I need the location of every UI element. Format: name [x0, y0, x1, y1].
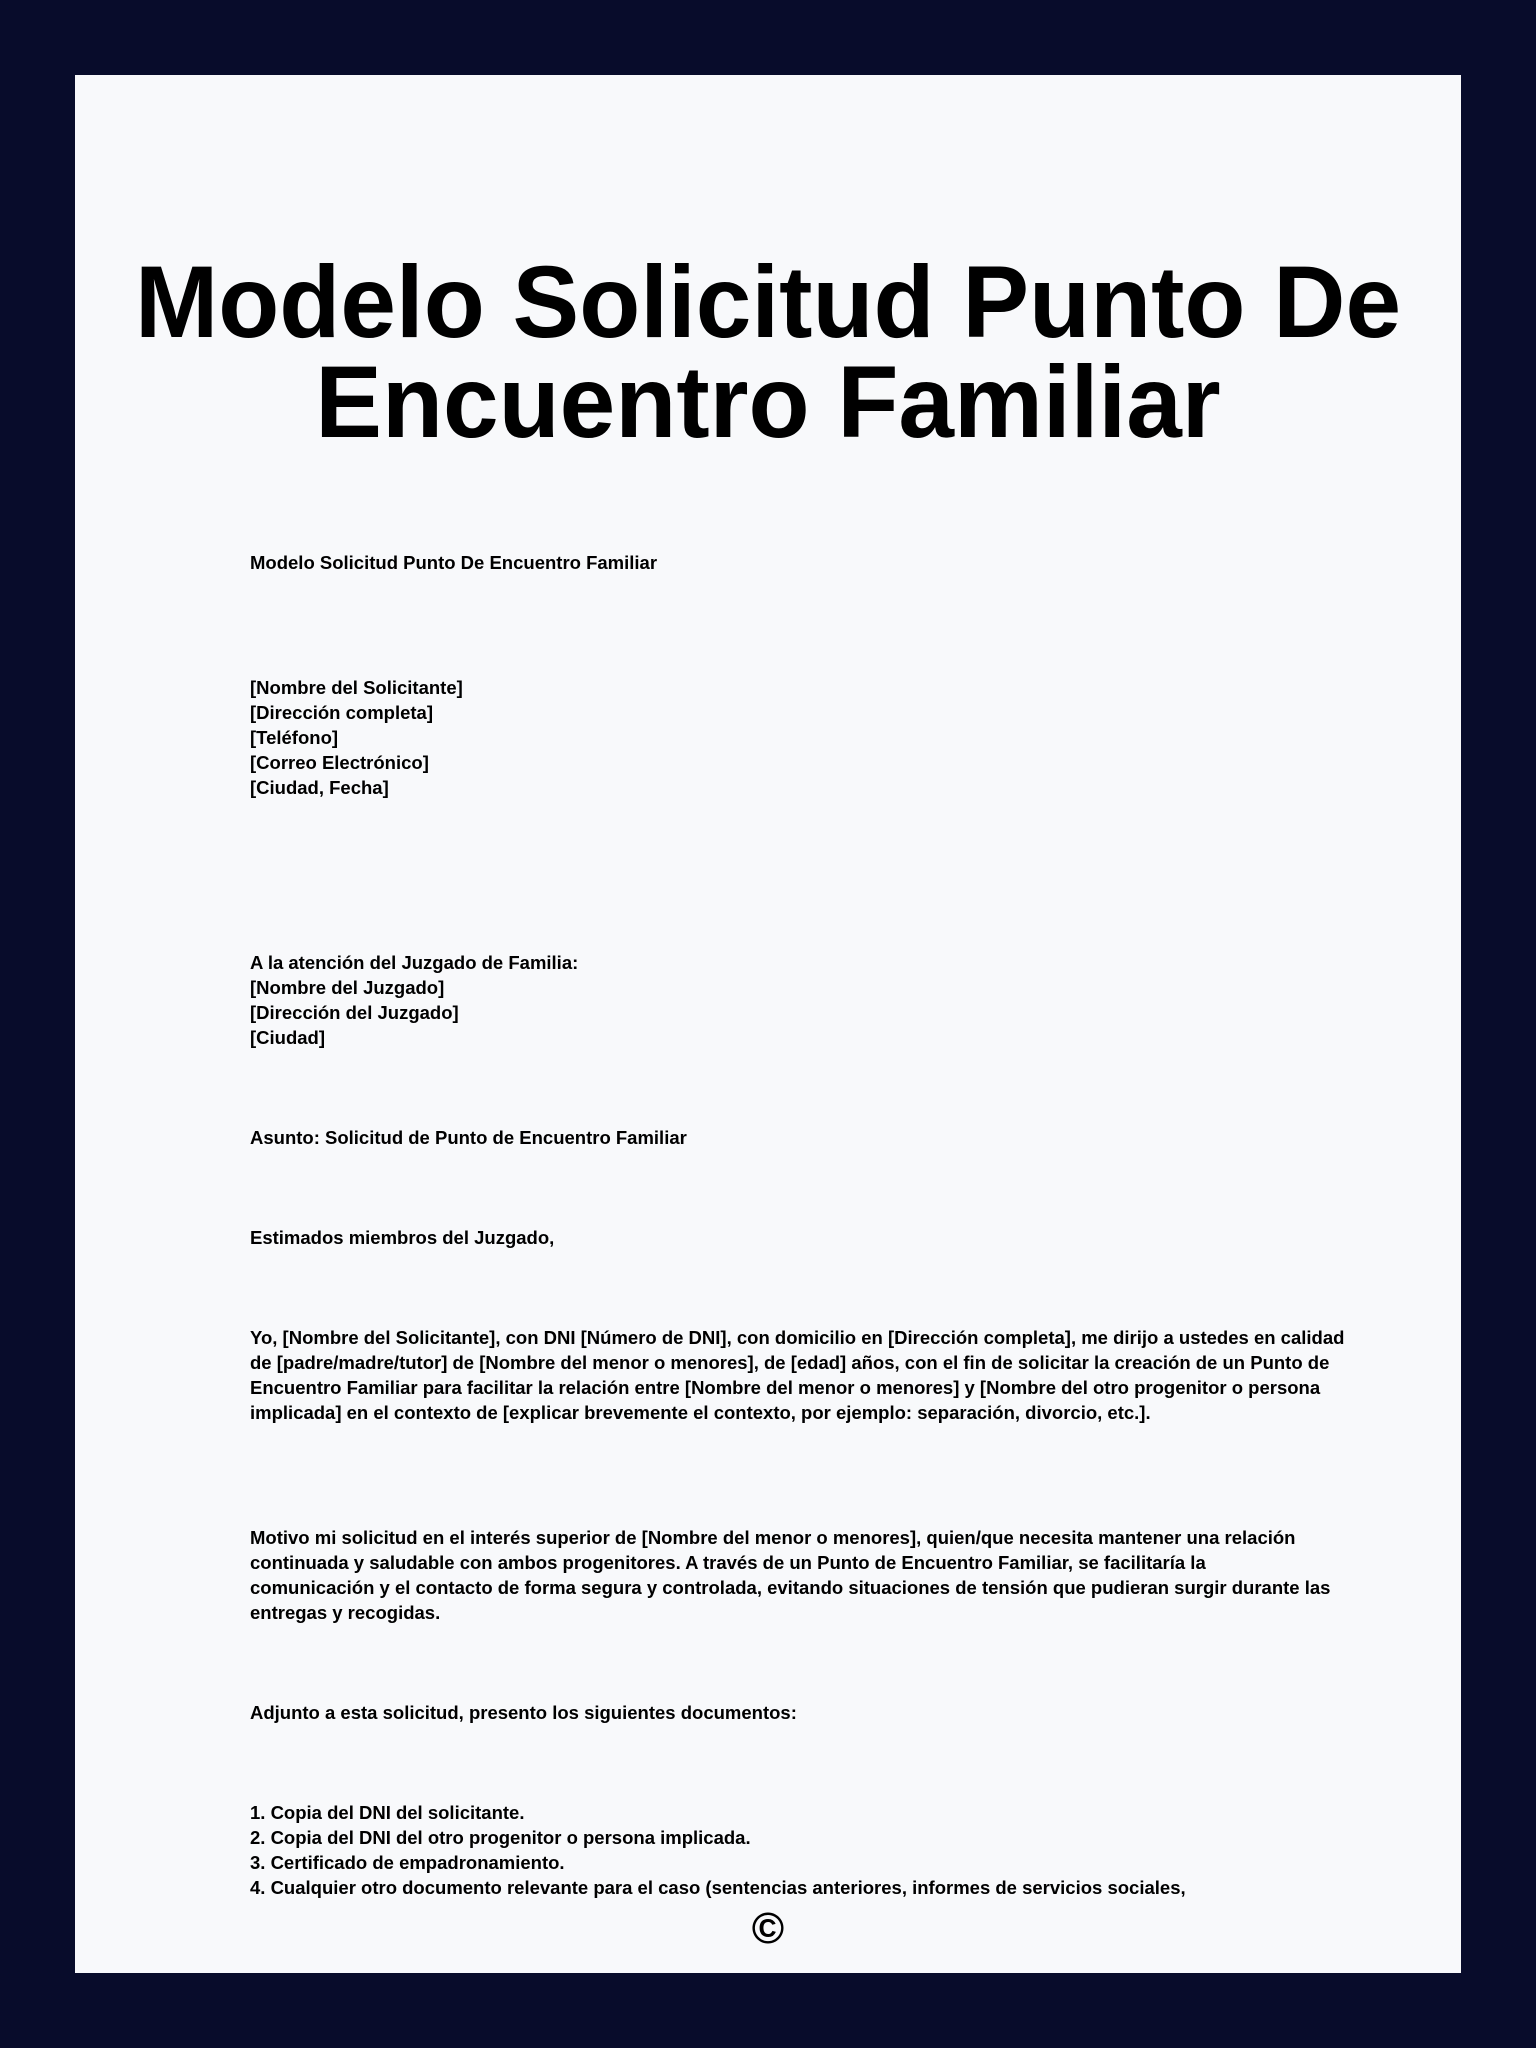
sender-phone: [Teléfono]: [250, 727, 339, 748]
recipient-block: [250, 950, 578, 1050]
sender-address: [Dirección completa]: [250, 702, 433, 723]
greeting-text: Estimados miembros del Juzgado,: [250, 1227, 555, 1248]
copyright-icon: ©: [751, 1904, 785, 1953]
recipient-attention: A la atención del Juzgado de Familia:: [250, 952, 579, 973]
paragraph-introduction: Yo, [Nombre del Solicitante], con DNI [Número de DNI], con domicilio en [Dirección completa], me dirijo a ustedes en calidad de [padre/madre/tutor] de [Nombre del menor o menores], de [edad] años, con el fin de solicitar la creación de un Punto de Encuentro Familiar para facilitar la relación entre [Nombre del menor o menores] y [Nombre del otro progenitor o persona implicada] en el contexto de [explicar brevemente el contexto, por ejemplo: separación, divorcio, etc.].: [250, 1327, 1345, 1423]
sender-name: [Nombre del Solicitante]: [250, 677, 463, 698]
attachment-item: 3. Certificado de empadronamiento.: [250, 1852, 565, 1873]
subtitle-text: Modelo Solicitud Punto De Encuentro Familiar: [250, 552, 658, 573]
paragraph-attachments-intro: Adjunto a esta solicitud, presento los siguientes documentos:: [250, 1702, 797, 1723]
subject-text: Asunto: Solicitud de Punto de Encuentro Familiar: [250, 1127, 687, 1148]
sender-block: [250, 675, 463, 800]
document-title: Modelo Solicitud Punto De Encuentro Familiar: [134, 245, 1402, 459]
document-page: [75, 75, 1461, 1973]
recipient-court-name: [Nombre del Juzgado]: [250, 977, 445, 998]
sender-city-date: [Ciudad, Fecha]: [250, 777, 389, 798]
paragraph-motivation: Motivo mi solicitud en el interés superior de [Nombre del menor o menores], quien/que necesita mantener una relación continuada y saludable con ambos progenitores. A través de un Punto de Encuentro Familiar, se facilitaría la comunicación y el contacto de forma segura y controlada, evitando situaciones de tensión que pudieran surgir durante las entregas y recogidas.: [250, 1527, 1331, 1623]
attachments-list: [250, 1800, 1370, 1900]
attachment-item: 4. Cualquier otro documento relevante para el caso (sentencias anteriores, informes de servicios sociales,: [250, 1877, 1186, 1898]
sender-email: [Correo Electrónico]: [250, 752, 429, 773]
recipient-court-address: [Dirección del Juzgado]: [250, 1002, 459, 1023]
greeting: [250, 1225, 554, 1250]
document-subtitle: [250, 550, 657, 575]
attachment-item: 2. Copia del DNI del otro progenitor o persona implicada.: [250, 1827, 751, 1848]
attachment-item: 1. Copia del DNI del solicitante.: [250, 1802, 525, 1823]
subject-line: [250, 1125, 687, 1150]
recipient-city: [Ciudad]: [250, 1027, 326, 1048]
